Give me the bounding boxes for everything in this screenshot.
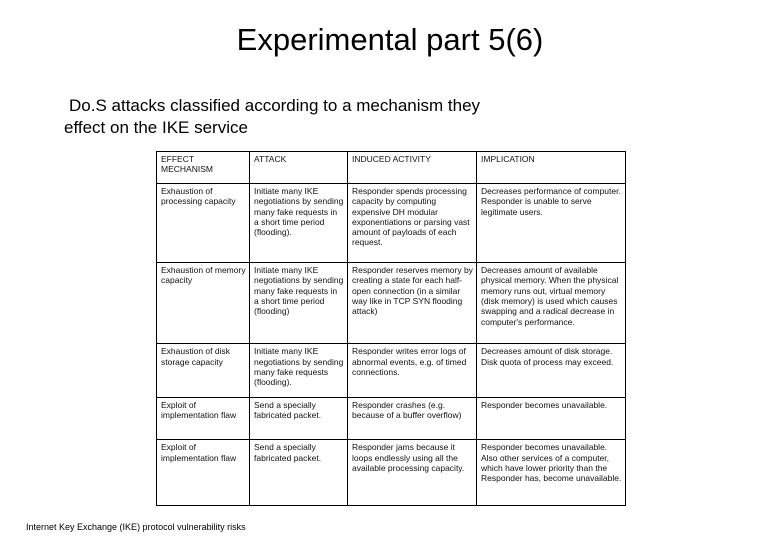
header-implication: IMPLICATION bbox=[477, 152, 626, 184]
cell-effect-mechanism: Exhaustion of processing capacity bbox=[157, 184, 250, 263]
cell-attack: Initiate many IKE negotiations by sending many fake requests in a short time period (flooding). bbox=[250, 184, 348, 263]
slide-footer: Internet Key Exchange (IKE) protocol vulnerability risks bbox=[26, 522, 246, 532]
cell-implication: Decreases performance of computer. Responder is unable to serve legitimate users. bbox=[477, 184, 626, 263]
table-row bbox=[157, 397, 626, 440]
cell-attack: Send a specially fabricated packet. bbox=[250, 397, 348, 440]
header-induced-activity: INDUCED ACTIVITY bbox=[348, 152, 477, 184]
cell-attack: Send a specially fabricated packet. bbox=[250, 440, 348, 506]
table-row bbox=[157, 440, 626, 506]
cell-attack: Initiate many IKE negotiations by sending many fake requests in a short time period (flooding) bbox=[250, 263, 348, 344]
cell-induced-activity: Responder spends processing capacity by computing expensive DH modular exponentiations or parsing vast amount of payloads of each request. bbox=[348, 184, 477, 263]
cell-induced-activity: Responder crashes (e.g. because of a buffer overflow) bbox=[348, 397, 477, 440]
subtitle-line-1: Do.S attacks classified according to a mechanism they bbox=[69, 96, 481, 115]
header-effect-mechanism: EFFECT MECHANISM bbox=[157, 152, 250, 184]
slide-title: Experimental part 5(6) bbox=[236, 22, 544, 57]
table-header-row bbox=[157, 152, 626, 184]
cell-implication: Decreases amount of disk storage. Disk quota of process may exceed. bbox=[477, 344, 626, 397]
cell-effect-mechanism: Exploit of implementation flaw bbox=[157, 397, 250, 440]
cell-effect-mechanism: Exhaustion of memory capacity bbox=[157, 263, 250, 344]
cell-effect-mechanism: Exhaustion of disk storage capacity bbox=[157, 344, 250, 397]
cell-attack: Initiate many IKE negotiations by sending many fake requests (flooding). bbox=[250, 344, 348, 397]
cell-effect-mechanism: Exploit of implementation flaw bbox=[157, 440, 250, 506]
cell-induced-activity: Responder writes error logs of abnormal events, e.g. of timed connections. bbox=[348, 344, 477, 397]
slide-subtitle bbox=[64, 95, 584, 139]
table-row bbox=[157, 344, 626, 397]
cell-implication: Responder becomes unavailable. Also other services of a computer, which have lower priority than the Responder has, become unavailable. bbox=[477, 440, 626, 506]
table-row bbox=[157, 263, 626, 344]
cell-implication: Decreases amount of available physical memory. When the physical memory runs out, virtual memory (disk memory) is used which causes swapping and a radical decrease in computer's performance. bbox=[477, 263, 626, 344]
cell-induced-activity: Responder jams because it loops endlessly using all the available processing capacity. bbox=[348, 440, 477, 506]
dos-attack-table bbox=[156, 151, 626, 506]
header-attack: ATTACK bbox=[250, 152, 348, 184]
subtitle-line-2: effect on the IKE service bbox=[64, 118, 248, 137]
table-row bbox=[157, 184, 626, 263]
cell-induced-activity: Responder reserves memory by creating a state for each half-open connection (in a similar way like in TCP SYN flooding attack) bbox=[348, 263, 477, 344]
cell-implication: Responder becomes unavailable. bbox=[477, 397, 626, 440]
